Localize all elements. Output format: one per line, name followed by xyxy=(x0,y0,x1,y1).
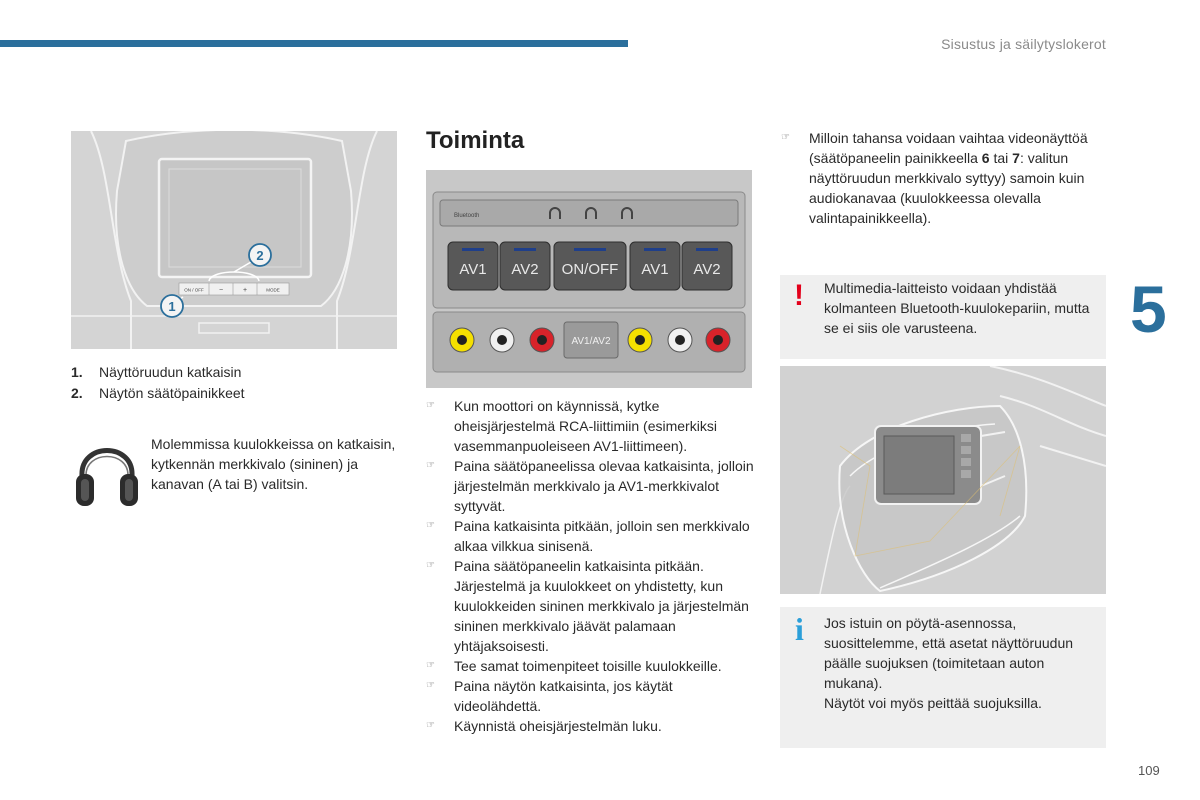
svg-text:AV1: AV1 xyxy=(459,261,487,278)
list-item: ☞ Paina katkaisinta pitkään, jolloin sen merkkivalo alkaa vilkkua sinisenä. xyxy=(426,518,750,554)
warning-text: Multimedia-laitteisto voidaan yhdistää kolmanteen Bluetooth-kuulokepariin, mutta se ei siis ole varusteena. xyxy=(824,280,1090,336)
section-title: Sisustus ja säilytyslokerot xyxy=(941,36,1106,52)
jack-label: AV1/AV2 xyxy=(571,336,611,347)
screen-button-label: + xyxy=(242,287,248,294)
page-number: 109 xyxy=(1138,763,1160,778)
pointing-hand-icon: ☞ xyxy=(426,720,435,731)
callout-2: 2 xyxy=(256,248,264,263)
warning-note xyxy=(780,275,1106,359)
pointing-hand-icon: ☞ xyxy=(426,520,435,531)
screen-button-label: ON / OFF xyxy=(184,287,204,293)
section-heading: Toiminta xyxy=(426,127,525,154)
figure-control-panel xyxy=(426,170,752,388)
svg-text:AV2: AV2 xyxy=(693,261,721,278)
headphones-icon xyxy=(72,432,142,514)
bluetooth-label: Bluetooth xyxy=(454,213,480,219)
seat-screen-illustration xyxy=(71,131,397,349)
screen-switch-list xyxy=(781,128,1106,228)
info-note xyxy=(780,607,1106,748)
callout-1: 1 xyxy=(168,299,176,314)
caption-item: 2. Näytön säätöpainikkeet xyxy=(71,385,245,401)
list-item: ☞ Paina säätöpaneelin katkaisinta pitkään. Järjestelmä ja kuulokkeet on yhdistetty, kun kuulokkeiden sininen merkkivalo ja järjestelmän sininen merkkivalo jäävät palamaan yhtäjaksoisesti. xyxy=(426,558,749,654)
screen-button-label: − xyxy=(218,287,224,294)
pointing-hand-icon: ☞ xyxy=(426,400,435,411)
pointing-hand-icon: ☞ xyxy=(426,560,435,571)
header-accent-bar xyxy=(0,40,628,47)
warning-icon: ! xyxy=(794,279,804,312)
operation-steps-list xyxy=(426,396,756,736)
screen-button-label: MODE xyxy=(266,287,280,293)
av2-left-button[interactable] xyxy=(500,242,550,290)
list-item: ☞ Kun moottori on käynnissä, kytke oheisjärjestelmä RCA-liittimiin (esimerkiksi vasemmanpuoleiseen AV1-liittimeen). xyxy=(426,398,717,454)
figure-captions xyxy=(71,362,245,404)
list-item: ☞ Paina säätöpaneelissa olevaa katkaisinta, jolloin järjestelmän merkkivalo ja AV1-merkkivalot syttyvät. xyxy=(426,458,754,514)
av1-right-button[interactable] xyxy=(630,242,680,290)
pointing-hand-icon: ☞ xyxy=(426,680,435,691)
headphones-description: Molemmissa kuulokkeissa on katkaisin, kytkennän merkkivalo (sininen) ja kanavan (A tai B) valitsin. xyxy=(151,436,396,492)
control-panel-illustration xyxy=(426,170,752,388)
figure-seat-screen xyxy=(71,131,397,349)
info-icon: i xyxy=(795,611,804,647)
rca-jacks-left xyxy=(450,328,554,352)
screen-cover-illustration xyxy=(780,366,1106,594)
pointing-hand-icon: ☞ xyxy=(426,660,435,671)
list-item: ☞ Käynnistä oheisjärjestelmän luku. xyxy=(426,718,662,734)
figure-screen-cover xyxy=(780,366,1106,594)
list-item: ☞ Paina näytön katkaisinta, jos käytät videolähdettä. xyxy=(426,678,673,714)
caption-item: 1. Näyttöruudun katkaisin xyxy=(71,364,242,380)
svg-text:AV2: AV2 xyxy=(511,261,539,278)
chapter-number: 5 xyxy=(1130,272,1167,346)
av1-left-button[interactable] xyxy=(448,242,498,290)
on-off-button[interactable] xyxy=(554,242,626,290)
svg-text:AV1: AV1 xyxy=(641,261,669,278)
av2-right-button[interactable] xyxy=(682,242,732,290)
info-text: Jos istuin on pöytä-asennossa, suosittelemme, että asetat näyttöruudun päälle suojuksen (toimitetaan auton mukana). Näytöt voi myös peittää suojuksilla. xyxy=(824,615,1074,711)
svg-text:ON/OFF: ON/OFF xyxy=(561,261,619,278)
list-item: ☞ Milloin tahansa voidaan vaihtaa videonäyttöä (säätöpaneelin painikkeella 6 tai 7: valitun näyttöruudun merkkivalo syttyy) samoin kuin audiokanavaa (kuulokkeessa olevalla valintapainikkeella). xyxy=(781,130,1088,226)
rca-jacks-right xyxy=(628,328,730,352)
pointing-hand-icon: ☞ xyxy=(426,460,435,471)
list-item: ☞ Tee samat toimenpiteet toisille kuulokkeille. xyxy=(426,658,722,674)
pointing-hand-icon: ☞ xyxy=(781,132,790,143)
